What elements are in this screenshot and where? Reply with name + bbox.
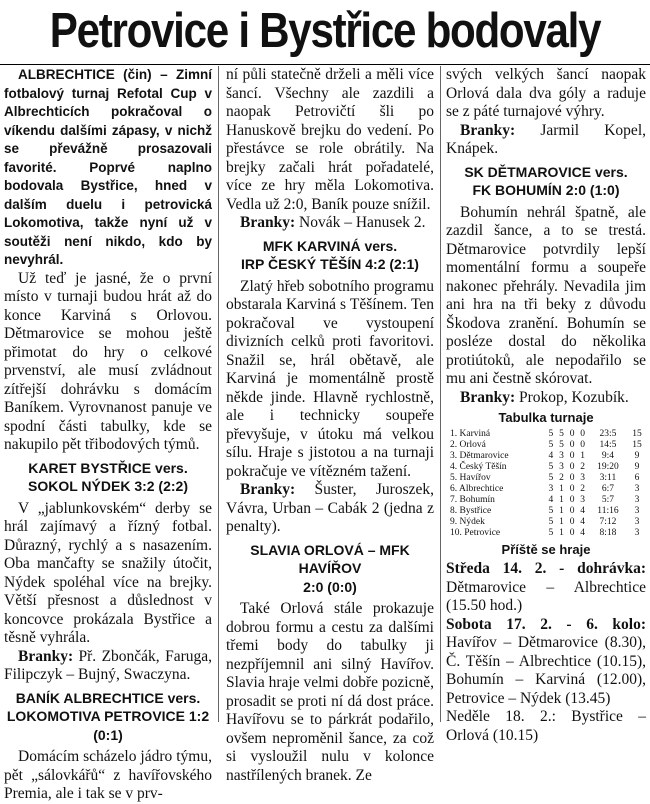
headline-rule bbox=[0, 64, 650, 65]
league-table bbox=[446, 429, 646, 539]
match-heading bbox=[446, 163, 646, 200]
match-heading-line: IRP ČESKÝ TĚŠÍN 4:2 (2:1) bbox=[241, 256, 419, 272]
match-heading bbox=[4, 689, 212, 745]
table-cell-wins: 1 bbox=[559, 494, 564, 505]
table-cell-score: 3:11 bbox=[599, 472, 617, 483]
scorers-line bbox=[446, 389, 646, 408]
match-heading-line: SOKOL NÝDEK 3:2 (2:2) bbox=[28, 478, 188, 494]
table-cell-losses: 2 bbox=[580, 461, 586, 472]
article-paragraph: Už teď je jasné, že o první místo v turnaji budou hrát až do konce Karviná s Orlovou. Dětmarovice se mohou ještě přimotat do hry o celkové prvenství, ale musí zvládnout zítřejší dohrávku s domácím Baníkem. Vyrovnanost panuje ve spodní části tabulky, kde se nakupilo pět třibodových týmů. bbox=[4, 269, 212, 453]
match-heading-line: SK DĚTMAROVICE vers. bbox=[464, 163, 628, 180]
match-heading-line: BANÍK ALBRECHTICE vers. bbox=[15, 689, 201, 706]
table-cell-wins: 1 bbox=[559, 527, 564, 538]
match-heading-line: 2:0 (0:0) bbox=[303, 578, 357, 595]
table-cell-draws: 0 bbox=[569, 483, 575, 494]
table-cell-points: 3 bbox=[634, 505, 640, 516]
table-row bbox=[446, 517, 646, 528]
column-3 bbox=[446, 66, 646, 744]
fixture-line bbox=[446, 560, 646, 616]
table-row bbox=[446, 440, 646, 451]
scorers-line bbox=[4, 648, 212, 685]
table-cell-score: 8:18 bbox=[599, 527, 617, 538]
column-divider-1 bbox=[218, 66, 219, 722]
next-round-title: Příště se hraje bbox=[501, 541, 591, 557]
match-heading-line: MFK KARVINÁ vers. bbox=[262, 237, 398, 254]
fixture-line: Neděle 18. 2.: Bystřice – Orlová (10.15) bbox=[446, 708, 646, 744]
table-cell-team: 10. Petrovice bbox=[450, 527, 501, 538]
article-paragraph: V „jablunkovském“ derby se hrál zajímavý a řízný fotbal. Důrazný, rychlý a s nasazením. Oba mančafty se snažily útočit, Nýdek spoléhal více na brejky. Větší přesnost a důslednost v koncovce prokázala Bystřice a těsně vyhrála. bbox=[4, 499, 212, 646]
table-cell-draws: 0 bbox=[569, 461, 575, 472]
scorers-label: Branky: bbox=[460, 121, 516, 139]
table-title: Tabulka turnaje bbox=[498, 410, 594, 425]
table-cell-team: 3. Dětmarovice bbox=[450, 450, 509, 461]
match-heading-line: FK BOHUMÍN 2:0 (1:0) bbox=[472, 182, 620, 198]
article-paragraph: svých velkých šancí naopak Orlová dala dva góly a raduje se z páté turnajové výhry. bbox=[446, 66, 646, 120]
table-cell-points: 3 bbox=[634, 494, 640, 505]
column-1 bbox=[4, 66, 212, 802]
table-cell-wins: 3 bbox=[559, 450, 564, 461]
match-heading-line: KARET BYSTŘICE vers. bbox=[28, 459, 188, 476]
table-cell-draws: 0 bbox=[569, 428, 575, 439]
table-cell-score: 9:4 bbox=[601, 450, 615, 461]
article-paragraph: Domácím scházelo jádro týmu, pět „sálovkářů“ z havířovského Premia, ale i tak se v prv- bbox=[4, 748, 212, 802]
scorers-line bbox=[226, 214, 434, 233]
table-cell-draws: 0 bbox=[569, 472, 575, 483]
table-cell-draws: 0 bbox=[569, 494, 575, 505]
fixture-date: Středa 14. 2. - dohrávka: bbox=[446, 560, 646, 577]
table-row bbox=[446, 451, 646, 462]
table-row bbox=[446, 484, 646, 495]
table-cell-points: 3 bbox=[634, 516, 640, 527]
match-heading-line: LOKOMOTIVA PETROVICE 1:2 (0:1) bbox=[6, 708, 210, 743]
table-cell-wins: 1 bbox=[559, 516, 564, 527]
table-cell-points: 9 bbox=[634, 461, 640, 472]
table-cell-draws: 0 bbox=[569, 527, 575, 538]
table-cell-score: 11:16 bbox=[597, 505, 619, 516]
table-cell-played: 4 bbox=[548, 494, 554, 505]
table-cell-wins: 5 bbox=[559, 428, 564, 439]
table-cell-score: 19:20 bbox=[597, 461, 619, 472]
table-cell-losses: 3 bbox=[580, 494, 586, 505]
table-cell-played: 5 bbox=[548, 505, 554, 516]
table-cell-draws: 0 bbox=[569, 439, 575, 450]
table-cell-score: 7:12 bbox=[599, 516, 617, 527]
article-paragraph: ní půli statečně drželi a měli více šancí. Všechny ale zazdili a naopak Petrovičtí šli po Hanuskově brejku do vedení. Po přestávce se role obrátily. Na brejky začali hrát pořadatelé, více ze hry měla Lokomotiva. Vedla už 2:0, Baník pouze snížil. bbox=[226, 66, 434, 213]
table-cell-draws: 0 bbox=[569, 516, 575, 527]
scorers-label: Branky: bbox=[18, 647, 74, 665]
table-cell-score: 5:7 bbox=[601, 494, 615, 505]
table-cell-points: 15 bbox=[632, 428, 642, 439]
table-cell-losses: 3 bbox=[580, 472, 586, 483]
table-row bbox=[446, 473, 646, 484]
scorers-label: Branky: bbox=[240, 481, 296, 498]
table-row bbox=[446, 528, 646, 539]
table-cell-played: 5 bbox=[548, 428, 554, 439]
table-cell-team: 9. Nýdek bbox=[450, 516, 485, 527]
table-cell-team: 2. Orlová bbox=[450, 439, 486, 450]
lead-paragraph: ALBRECHTICE (čin) – Zimní fotbalový turnaj Refotal Cup v Albrechticích pokračoval o víkendu dalšími zápasy, v nichž se převážně prosazovali favorité. Poprvé naplno bodovala Bystřice, hned v dalším duelu i petrovická Lokomotiva, takže nyní už v soutěži není nikdo, kdo by nevyhrál. bbox=[4, 67, 212, 267]
table-row bbox=[446, 462, 646, 473]
table-cell-played: 5 bbox=[548, 527, 554, 538]
scorers-text: Novák – Hanusek 2. bbox=[295, 214, 426, 231]
column-2 bbox=[226, 66, 434, 784]
fixture-line bbox=[446, 616, 646, 709]
article-paragraph: Zlatý hřeb sobotního programu obstarala Karviná s Těšínem. Ten pokračoval ve vystoupení divizních celků proti favoritovi. Snažil se, hrál obětavě, ale Karviná je momentálně prostě někde jinde. Hlavně rychlostně, ale i technicky soupeře převyšuje, v útoku má velkou sílu. Hraje s jistotou a na turnaji pokračuje ve vítězném tažení. bbox=[226, 277, 434, 480]
headline: Petrovice i Bystřice bodovaly bbox=[49, 4, 601, 58]
fixture-text: Dětmarovice – Albrechtice (15.50 hod.) bbox=[446, 578, 646, 614]
table-row bbox=[446, 506, 646, 517]
table-cell-draws: 0 bbox=[569, 505, 575, 516]
table-cell-played: 5 bbox=[548, 472, 554, 483]
table-cell-points: 15 bbox=[632, 439, 642, 450]
match-heading bbox=[4, 459, 212, 496]
table-cell-losses: 4 bbox=[580, 505, 586, 516]
table-cell-wins: 5 bbox=[559, 439, 564, 450]
table-row bbox=[446, 429, 646, 440]
table-cell-points: 6 bbox=[634, 472, 640, 483]
table-cell-points: 3 bbox=[634, 527, 640, 538]
table-cell-team: 5. Havířov bbox=[450, 472, 491, 483]
match-heading-line: SLAVIA ORLOVÁ – MFK HAVÍŘOV bbox=[250, 541, 410, 576]
article-paragraph: Také Orlová stále prokazuje dobrou formu a cestu za dalšími třemi body do tabulky ji nezpříjemnil ani silný Havířov. Slavia hraje velmi dobře pozicně, prosadit se proti ní dá dost práce. Havířovu se to párkrát podařilo, ovšem neproměnil šance, za což si vysloužil nulu v kolonce nastřílených branek. Ze bbox=[226, 600, 434, 784]
fixture-text: Havířov – Dětmarovice (8.30), Č. Těšín – Albrechtice (10.15), Bohumín – Karviná (12.00), Petrovice – Nýdek (13.45) bbox=[446, 634, 646, 707]
scorers-text: Jarmil Kopel, Knápek. bbox=[446, 121, 646, 157]
table-cell-losses: 0 bbox=[580, 428, 586, 439]
table-cell-wins: 2 bbox=[559, 472, 564, 483]
table-cell-score: 6:7 bbox=[601, 483, 615, 494]
table-cell-team: 7. Bohumín bbox=[450, 494, 495, 505]
table-cell-losses: 4 bbox=[580, 516, 586, 527]
table-cell-wins: 1 bbox=[559, 505, 564, 516]
table-cell-wins: 3 bbox=[559, 461, 564, 472]
table-cell-score: 23:5 bbox=[599, 428, 617, 439]
scorers-text: Př. Zbončák, Faruga, Filipczyk – Bujný, Swaczyna. bbox=[4, 647, 212, 683]
table-cell-played: 5 bbox=[548, 439, 554, 450]
article-paragraph: Bohumín nehrál špatně, ale zazdil šance, a to se trestá. Dětmarovice potvrdily lepší momentální formu a soupeře nakonec přehrály. Nevadila jim ani hra na tři beky z důvodu Škodova zranění. Bohumín se posléze dostal do několika protiútoků, ale nepodařilo se mu ani čestně skórovat. bbox=[446, 203, 646, 387]
table-cell-played: 5 bbox=[548, 516, 554, 527]
table-cell-team: 1. Karviná bbox=[450, 428, 491, 439]
table-cell-team: 8. Bystřice bbox=[450, 505, 492, 516]
scorers-text: Prokop, Kozubík. bbox=[515, 388, 629, 406]
scorers-label: Branky: bbox=[460, 388, 516, 406]
table-cell-played: 3 bbox=[548, 483, 554, 494]
column-divider-2 bbox=[440, 66, 441, 722]
table-cell-played: 5 bbox=[548, 461, 554, 472]
table-cell-team: 4. Český Těšín bbox=[450, 461, 507, 472]
table-cell-points: 9 bbox=[634, 450, 640, 461]
table-cell-team: 6. Albrechtice bbox=[450, 483, 504, 494]
table-cell-wins: 1 bbox=[559, 483, 564, 494]
scorers-line bbox=[446, 122, 646, 159]
fixture-date: Sobota 17. 2. - 6. kolo: bbox=[446, 615, 646, 633]
table-cell-losses: 4 bbox=[580, 527, 586, 538]
table-cell-losses: 0 bbox=[580, 439, 586, 450]
scorers-label: Branky: bbox=[240, 214, 296, 231]
table-cell-losses: 1 bbox=[580, 450, 586, 461]
table-cell-played: 4 bbox=[548, 450, 554, 461]
match-heading bbox=[226, 541, 434, 597]
table-cell-points: 3 bbox=[634, 483, 640, 494]
table-row bbox=[446, 495, 646, 506]
table-cell-losses: 2 bbox=[580, 483, 586, 494]
table-cell-draws: 0 bbox=[569, 450, 575, 461]
scorers-text: Šuster, Juroszek, Vávra, Urban – Cabák 2 (jedna z penalty). bbox=[226, 481, 434, 535]
table-cell-score: 14:5 bbox=[599, 439, 617, 450]
scorers-line bbox=[226, 481, 434, 537]
match-heading bbox=[226, 237, 434, 274]
